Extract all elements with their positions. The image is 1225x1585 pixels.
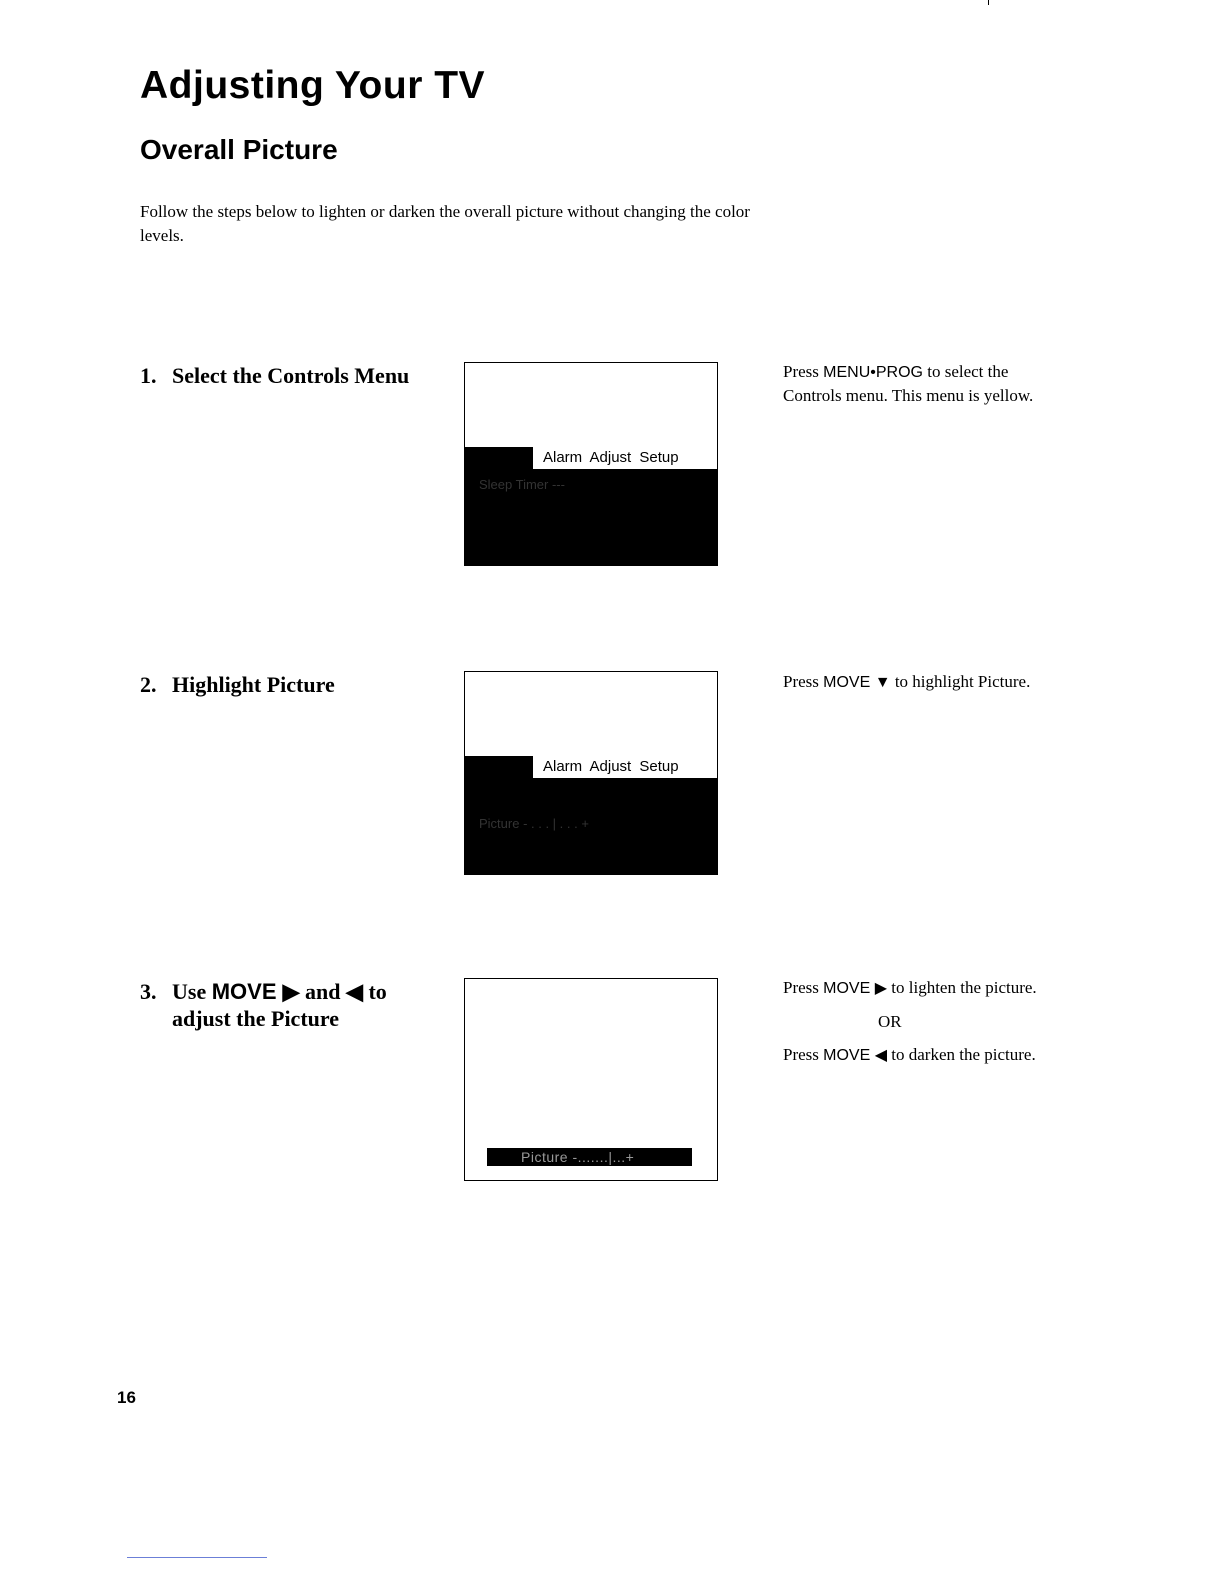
menu-panel (465, 778, 717, 874)
menu-tabs: Alarm Adjust Setup (543, 758, 679, 775)
instruction-text: Press (783, 1045, 819, 1064)
or-separator: OR (878, 1012, 902, 1031)
menu-tabs: Alarm Adjust Setup (543, 449, 679, 466)
menu-prog-key-label: MENU•PROG (823, 364, 923, 381)
page-title: Adjusting Your TV (140, 64, 486, 107)
step-title: Highlight Picture (172, 672, 335, 697)
step-title: Select the Controls Menu (172, 363, 410, 388)
tv-screen-adjust-picture (464, 978, 718, 1181)
step-1-heading (140, 362, 409, 389)
tv-screen-highlight-picture (464, 671, 718, 875)
instruction-text: Press (783, 978, 819, 997)
step-number: 3. (140, 979, 157, 1004)
menu-bar (465, 756, 717, 778)
step-3-heading (140, 978, 387, 1032)
step-2-heading (140, 671, 335, 698)
move-down-key-label: MOVE ▼ (823, 674, 891, 691)
menu-item-sleep-timer: Sleep Timer --- (479, 477, 565, 492)
menu-item-picture: Picture - . . . | . . . + (479, 816, 589, 831)
menu-bar (465, 447, 717, 469)
instruction-text: Press (783, 672, 819, 691)
move-left-key-label: MOVE ◀ (823, 1047, 888, 1064)
step-number: 1. (140, 363, 157, 388)
step-title-part: and (305, 979, 341, 1004)
controls-tab-highlight (465, 756, 533, 778)
step-title-line2: adjust the Picture (172, 1006, 340, 1031)
step-1-instruction (783, 360, 1063, 407)
intro-paragraph: Follow the steps below to lighten or darken the overall picture without changing the color levels. (140, 202, 750, 245)
page-edge-mark (988, 0, 989, 5)
page-number: 16 (117, 1388, 136, 1407)
step-2-instruction (783, 670, 1063, 694)
step-number: 2. (140, 672, 157, 697)
move-right-key-label: MOVE ▶ (823, 980, 888, 997)
picture-slider-label: Picture -.......|...+ (521, 1149, 635, 1165)
picture-slider-bar (487, 1148, 692, 1166)
instruction-text: to highlight Picture. (894, 672, 1031, 691)
controls-tab-highlight (465, 447, 533, 469)
step-title-part: Use (172, 979, 207, 1004)
menu-panel (465, 469, 717, 565)
tv-screen-controls-menu (464, 362, 718, 566)
bottom-rule (127, 1557, 267, 1558)
step-3-instruction (783, 976, 1063, 1067)
step-title-part: to (368, 979, 387, 1004)
section-title: Overall Picture (140, 134, 338, 165)
instruction-text: to darken the picture. (891, 1045, 1036, 1064)
move-right-key-label: MOVE ▶ (211, 979, 300, 1004)
instruction-text: Press (783, 362, 819, 381)
instruction-text: to select the Controls menu. This menu is yellow. (783, 362, 1034, 405)
instruction-text: to lighten the picture. (891, 978, 1037, 997)
move-left-key-label: ◀ (346, 979, 363, 1004)
